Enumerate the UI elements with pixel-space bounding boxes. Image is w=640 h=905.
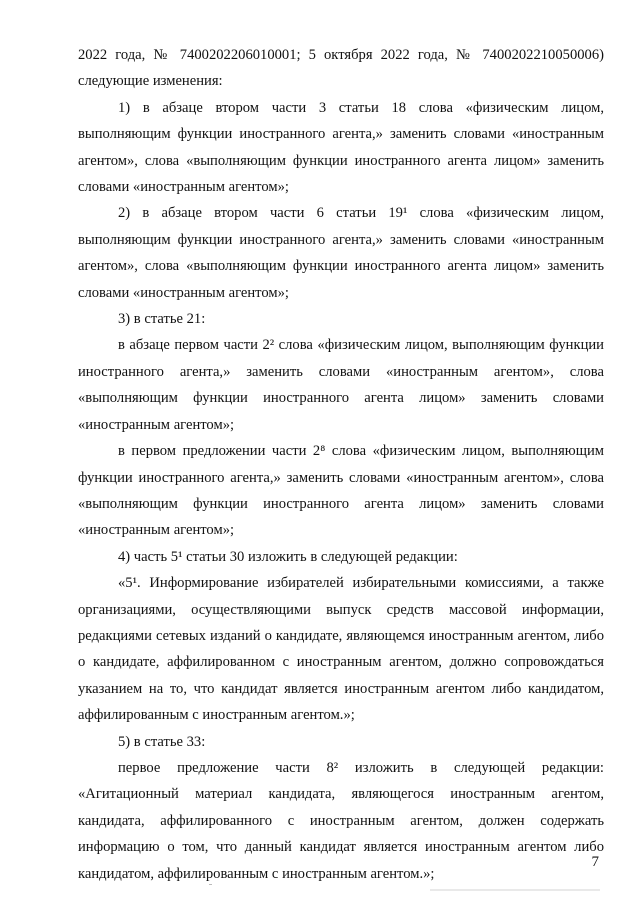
paragraph-item-5-subitem-1: первое предложение части 8² изложить в следующей редакции: «Агитационный материал кандидата, являющегося иностранным агентом, кандидата, аффилированного с иностранным агентом, должен содержать информацию о том, что данный кандидат является иностранным агентом либо кандидатом, аффилированным с иностранным агентом.»;	[78, 759, 604, 882]
scan-speck	[209, 884, 212, 885]
paragraph-item-1: 1) в абзаце втором части 3 статьи 18 слова «физическим лицом, выполняющим функции иностранного агента,» заменить словами «иностранным агентом», слова «выполняющим функции иностранного агента лицом» заменить словами «иностранным агентом»;	[78, 99, 604, 196]
paragraph-item-2: 2) в абзаце втором части 6 статьи 19¹ слова «физическим лицом, выполняющим функции иностранного агента,» заменить словами «иностранным агентом», слова «выполняющим функции иностранного агента лицом» заменить словами «иностранным агентом»;	[78, 205, 604, 301]
paragraph-item-3-subitem-2: в первом предложении части 2⁸ слова «физическим лицом, выполняющим функции иностранного агента,» заменить словами «иностранным агентом», слова «выполняющим функции иностранного агента лицом» заменить словами «иностранным агентом»;	[78, 443, 604, 539]
page-number: 7	[591, 854, 599, 870]
paragraph-item-4-quote: «5¹. Информирование избирателей избирательными комиссиями, а также организациями, осуществляющими выпуск средств массовой информации, редакциями сетевых изданий о кандидате, являющемся иностранным агентом, либо о кандидате, аффилированном с иностранным агентом, должно сопровождаться указанием на то, что кандидат является иностранным агентом либо кандидатом, аффилированным с иностранным агентом.»;	[78, 575, 604, 724]
document-body	[78, 42, 604, 887]
scan-edge-line	[430, 889, 600, 891]
paragraph-item-3-subitem-1: в абзаце первом части 2² слова «физическим лицом, выполняющим функции иностранного агента,» заменить словами «иностранным агентом», слова «выполняющим функции иностранного агента лицом» заменить словами «иностранным агентом»;	[78, 337, 604, 433]
paragraph-item-3: 3) в статье 21:	[118, 311, 206, 328]
paragraph-item-4: 4) часть 5¹ статьи 30 изложить в следующей редакции:	[118, 548, 458, 565]
paragraph-continuation: 2022 года, № 7400202206010001; 5 октября 2022 года, № 7400202210050006) следующие изменения:	[78, 47, 604, 90]
paragraph-item-5: 5) в статье 33:	[118, 733, 206, 750]
